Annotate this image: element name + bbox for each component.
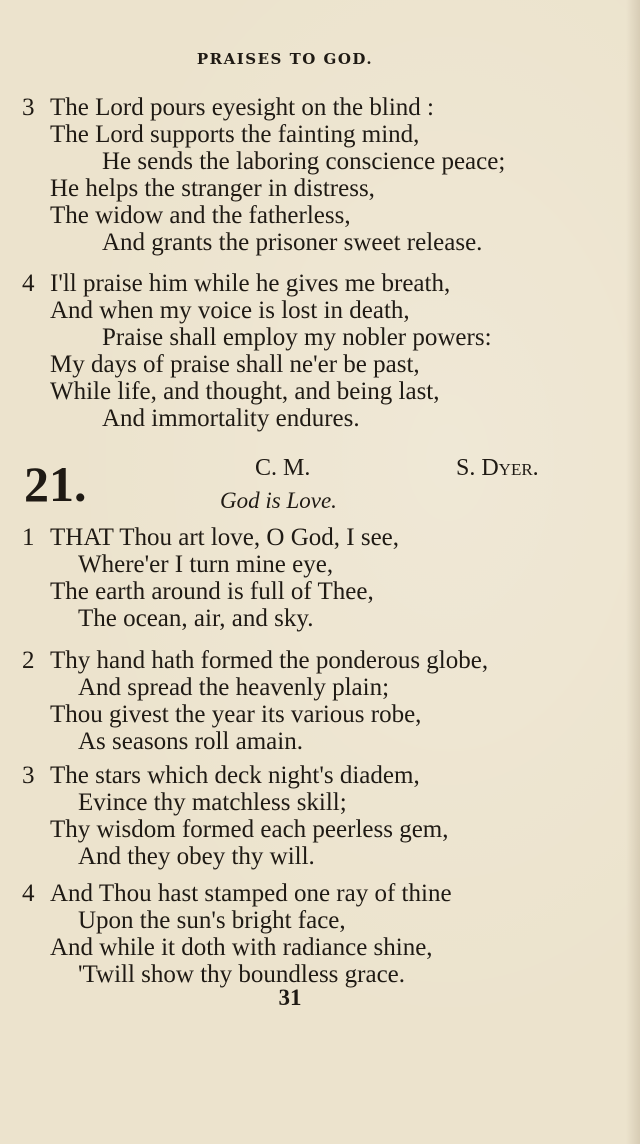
stanza-line-text: I'll praise him while he gives me breath, — [50, 270, 451, 297]
stanza-number: 1 — [22, 524, 35, 551]
stanza-line — [0, 297, 640, 324]
stanza-line-text: And Thou hast stamped one ray of thine — [50, 880, 452, 907]
stanza-line — [0, 405, 640, 432]
stanza-line — [0, 880, 640, 907]
stanza-line-text: Thy hand hath formed the ponderous globe, — [50, 647, 489, 674]
stanza-line — [0, 229, 640, 256]
stanza-line-text: He helps the stranger in distress, — [50, 175, 375, 202]
stanza-line — [0, 148, 640, 175]
stanza-line — [0, 647, 640, 674]
stanza-line-text: Thy wisdom formed each peerless gem, — [50, 816, 449, 843]
hymn-composer: S. Dyer. — [456, 455, 539, 481]
stanza-line — [0, 378, 640, 405]
stanza-line-text: The earth around is full of Thee, — [50, 578, 374, 605]
page-number: 31 — [278, 985, 302, 1010]
stanza-line — [0, 789, 640, 816]
hymn-stanza-3 — [0, 762, 640, 870]
stanza-line — [0, 270, 640, 297]
stanza-line-text: And grants the prisoner sweet release. — [102, 229, 483, 256]
stanza-line — [0, 605, 640, 632]
stanza-line-text: And they obey thy will. — [78, 843, 315, 870]
hymn-stanza-2 — [0, 647, 640, 755]
stanza-line — [0, 551, 640, 578]
stanza-line-text: Evince thy matchless skill; — [78, 789, 347, 816]
page-edge-shadow — [626, 0, 640, 1144]
stanza-line — [0, 524, 640, 551]
stanza-prev-3 — [0, 94, 640, 256]
stanza-line-text: The Lord supports the fainting mind, — [50, 121, 420, 148]
hymn-number: 21. — [24, 456, 87, 512]
stanza-line-text: Where'er I turn mine eye, — [78, 551, 334, 578]
hymn-title: God is Love. — [220, 488, 337, 513]
stanza-line-text: Upon the sun's bright face, — [78, 907, 346, 934]
stanza-line — [0, 907, 640, 934]
stanza-number: 2 — [22, 647, 35, 674]
stanza-line-text: And spread the heavenly plain; — [78, 674, 390, 701]
stanza-line-text: And immortality endures. — [102, 405, 360, 432]
stanza-line — [0, 324, 640, 351]
stanza-line-text: And when my voice is lost in death, — [50, 297, 410, 324]
stanza-line-text: The widow and the fatherless, — [50, 202, 351, 229]
running-head: PRAISES TO GOD. — [196, 50, 374, 68]
stanza-line-text: As seasons roll amain. — [78, 728, 303, 755]
stanza-line — [0, 961, 640, 988]
stanza-prev-4 — [0, 270, 640, 432]
stanza-line-text: And while it doth with radiance shine, — [50, 934, 433, 961]
stanza-line-text: While life, and thought, and being last, — [50, 378, 440, 405]
stanza-line — [0, 578, 640, 605]
stanza-line — [0, 202, 640, 229]
stanza-line — [0, 94, 640, 121]
stanza-line-text: The ocean, air, and sky. — [78, 605, 314, 632]
stanza-line-text: 'Twill show thy boundless grace. — [78, 961, 406, 988]
stanza-number: 3 — [22, 94, 35, 121]
stanza-line-text: The stars which deck night's diadem, — [50, 762, 420, 789]
stanza-line — [0, 762, 640, 789]
stanza-line-text: He sends the laboring conscience peace; — [102, 148, 506, 175]
stanza-line-text: Praise shall employ my nobler powers: — [102, 324, 492, 351]
hymn-meter: C. M. — [255, 455, 311, 481]
stanza-number: 4 — [22, 270, 35, 297]
stanza-line — [0, 674, 640, 701]
stanza-number: 4 — [22, 880, 35, 907]
hymn-stanza-4 — [0, 880, 640, 988]
hymn-stanza-1 — [0, 524, 640, 632]
stanza-number: 3 — [22, 762, 35, 789]
stanza-line-text: The Lord pours eyesight on the blind : — [50, 94, 434, 121]
stanza-line — [0, 175, 640, 202]
stanza-line — [0, 934, 640, 961]
stanza-line — [0, 351, 640, 378]
stanza-line — [0, 816, 640, 843]
stanza-line — [0, 121, 640, 148]
stanza-line — [0, 843, 640, 870]
stanza-line-text: My days of praise shall ne'er be past, — [50, 351, 420, 378]
stanza-line-text: Thou givest the year its various robe, — [50, 701, 422, 728]
stanza-line-text: THAT Thou art love, O God, I see, — [50, 524, 400, 551]
stanza-line — [0, 728, 640, 755]
stanza-line — [0, 701, 640, 728]
